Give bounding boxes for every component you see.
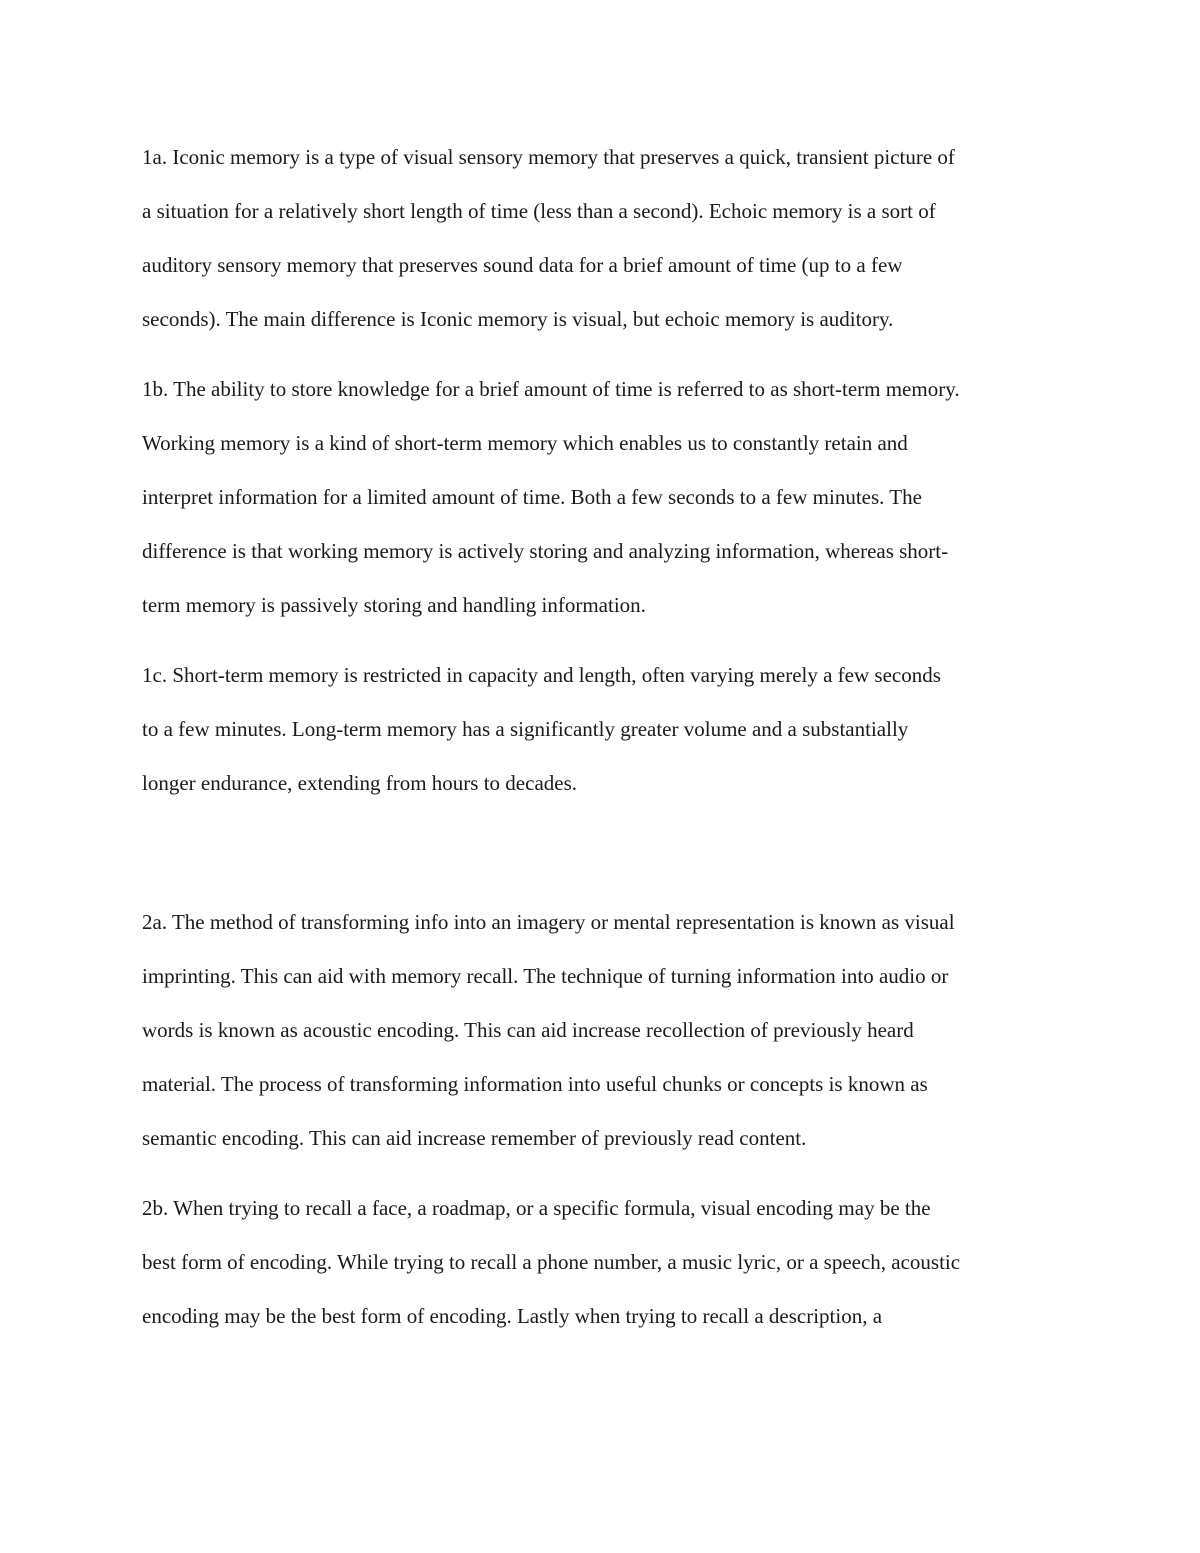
paragraph-2a-line: words is known as acoustic encoding. This can aid increase recollection of previously heard	[142, 1018, 914, 1042]
paragraph-1a-line: 1a. Iconic memory is a type of visual sensory memory that preserves a quick, transient picture of	[142, 145, 955, 169]
paragraph-1c-line: to a few minutes. Long-term memory has a significantly greater volume and a substantially	[142, 717, 909, 741]
paragraph-2a-line: semantic encoding. This can aid increase remember of previously read content.	[142, 1126, 807, 1150]
paragraph-1b-line: 1b. The ability to store knowledge for a brief amount of time is referred to as short-term memory.	[142, 377, 960, 401]
paragraph-2a-line: 2a. The method of transforming info into an imagery or mental representation is known as visual	[142, 910, 955, 934]
paragraph-2b-line: 2b. When trying to recall a face, a roadmap, or a specific formula, visual encoding may be the	[142, 1196, 931, 1220]
paragraph-1c-line: longer endurance, extending from hours to decades.	[142, 771, 578, 795]
paragraph-1c-line: 1c. Short-term memory is restricted in capacity and length, often varying merely a few seconds	[142, 663, 941, 687]
paragraph-1b-line: interpret information for a limited amount of time. Both a few seconds to a few minutes. The	[142, 485, 922, 509]
paragraph-1b-line: difference is that working memory is actively storing and analyzing information, whereas short-	[142, 539, 949, 563]
paragraph-1a-line: seconds). The main difference is Iconic memory is visual, but echoic memory is auditory.	[142, 307, 894, 331]
paragraph-2b-line: best form of encoding. While trying to recall a phone number, a music lyric, or a speech, acoustic	[142, 1250, 961, 1274]
paragraph-2b-line: encoding may be the best form of encoding. Lastly when trying to recall a description, a	[142, 1304, 883, 1328]
paragraph-1b-line: term memory is passively storing and handling information.	[142, 593, 646, 617]
paragraph-2a-line: material. The process of transforming information into useful chunks or concepts is known as	[142, 1072, 928, 1096]
paragraph-2a-line: imprinting. This can aid with memory recall. The technique of turning information into audio or	[142, 964, 949, 988]
paragraph-1a-line: auditory sensory memory that preserves sound data for a brief amount of time (up to a few	[142, 253, 903, 277]
paragraph-1b-line: Working memory is a kind of short-term memory which enables us to constantly retain and	[142, 431, 908, 455]
paragraph-1a-line: a situation for a relatively short length of time (less than a second). Echoic memory is a sort of	[142, 199, 936, 223]
